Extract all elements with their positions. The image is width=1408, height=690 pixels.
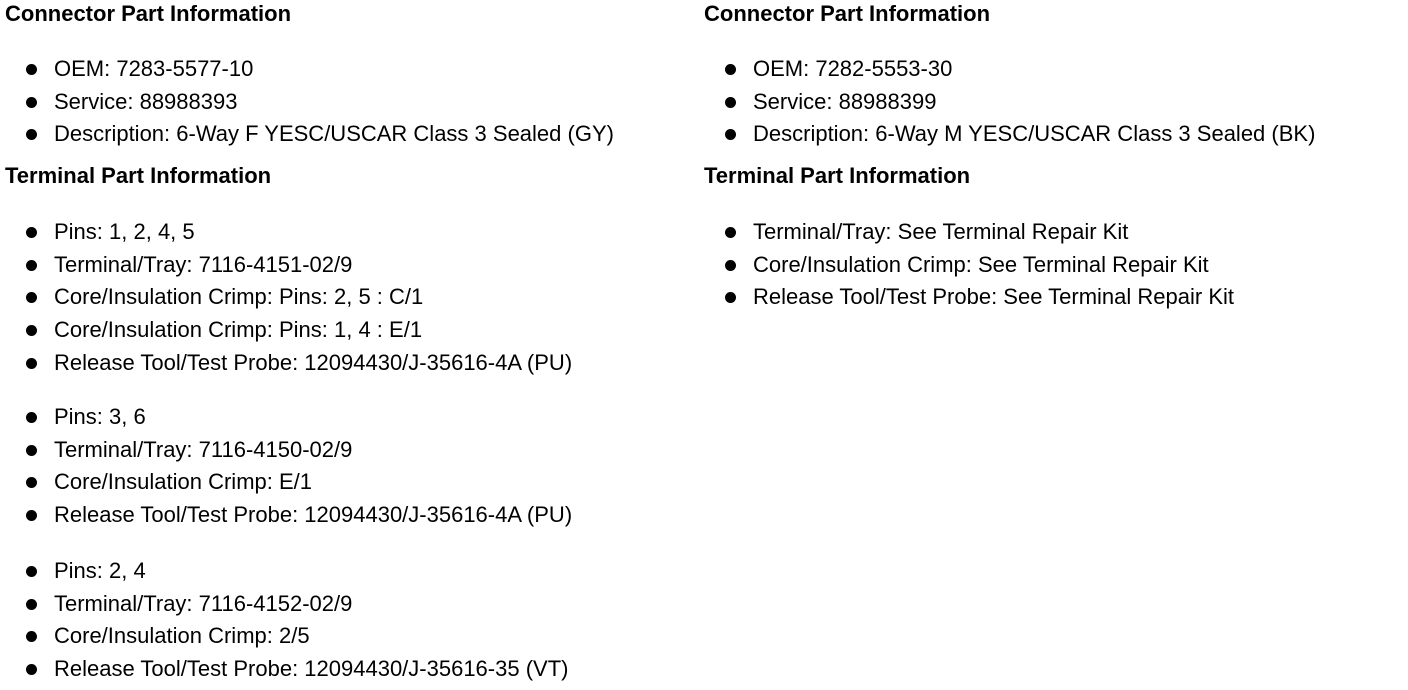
bullet-icon: [725, 227, 736, 238]
bullet-icon: [26, 260, 37, 271]
connector-heading: Connector Part Information: [704, 1, 991, 26]
list-item: [5, 216, 572, 249]
list-item: [5, 53, 614, 86]
terminal-group-3: [5, 555, 568, 686]
list-item-text: Terminal/Tray: 7116-4150-02/9: [54, 436, 353, 462]
list-item: [5, 401, 572, 434]
description-text: Description: 6-Way M YESC/USCAR Class 3 Sealed (BK): [753, 121, 1316, 147]
list-item-text: Core/Insulation Crimp: 2/5: [54, 623, 310, 649]
list-item: [704, 249, 1234, 282]
bullet-icon: [26, 510, 37, 521]
list-item-text: Release Tool/Test Probe: 12094430/J-35616-4A (PU): [54, 349, 573, 375]
bullet-icon: [26, 412, 37, 423]
list-item: [704, 281, 1234, 314]
oem-text: OEM: 7282-5553-30: [753, 56, 953, 81]
bullet-icon: [26, 631, 37, 642]
list-item-text: Core/Insulation Crimp: Pins: 1, 4 : E/1: [54, 317, 423, 343]
bullet-icon: [26, 358, 37, 369]
terminal-info-list: [704, 216, 1234, 314]
list-item: [5, 434, 572, 467]
service-text: Service: 88988393: [54, 88, 238, 114]
bullet-icon: [26, 97, 37, 108]
list-item-text: Terminal/Tray: 7116-4152-02/9: [54, 590, 353, 616]
list-item-text: Pins: 2, 4: [54, 558, 146, 583]
list-item: [704, 53, 1315, 86]
bullet-icon: [26, 227, 37, 238]
terminal-heading: Terminal Part Information: [5, 163, 272, 188]
description-text: Description: 6-Way F YESC/USCAR Class 3 Sealed (GY): [54, 121, 614, 147]
list-item: [5, 281, 572, 314]
bullet-icon: [725, 64, 736, 75]
list-item: [5, 620, 568, 653]
bullet-icon: [725, 260, 736, 271]
list-item: [5, 118, 614, 151]
list-item: [5, 314, 572, 347]
bullet-icon: [725, 129, 736, 140]
list-item-text: Release Tool/Test Probe: 12094430/J-35616-35 (VT): [54, 656, 569, 682]
list-item-text: Terminal/Tray: See Terminal Repair Kit: [753, 219, 1129, 244]
bullet-icon: [26, 566, 37, 577]
bullet-icon: [26, 325, 37, 336]
service-text: Service: 88988399: [753, 88, 937, 114]
list-item-text: Release Tool/Test Probe: 12094430/J-35616-4A (PU): [54, 502, 573, 528]
bullet-icon: [26, 445, 37, 456]
list-item-text: Pins: 1, 2, 4, 5: [54, 219, 195, 244]
list-item-text: Core/Insulation Crimp: E/1: [54, 469, 312, 495]
bullet-icon: [26, 292, 37, 303]
connector-info-list: [704, 53, 1315, 151]
list-item: [5, 588, 568, 621]
connector-info-list: [5, 53, 614, 151]
list-item-text: Pins: 3, 6: [54, 404, 146, 429]
bullet-icon: [26, 477, 37, 488]
list-item: [704, 86, 1315, 119]
list-item: [704, 118, 1315, 151]
list-item-text: Release Tool/Test Probe: See Terminal Repair Kit: [753, 284, 1234, 310]
bullet-icon: [26, 599, 37, 610]
bullet-icon: [26, 129, 37, 140]
bullet-icon: [26, 64, 37, 75]
terminal-group-1: [5, 216, 572, 379]
connector-heading: Connector Part Information: [5, 1, 292, 26]
terminal-group-2: [5, 401, 572, 532]
list-item-text: Core/Insulation Crimp: Pins: 2, 5 : C/1: [54, 284, 424, 310]
list-item: [5, 555, 568, 588]
bullet-icon: [725, 97, 736, 108]
list-item: [5, 499, 572, 532]
list-item: [704, 216, 1234, 249]
list-item: [5, 653, 568, 686]
terminal-heading: Terminal Part Information: [704, 163, 971, 188]
list-item: [5, 347, 572, 380]
list-item-text: Terminal/Tray: 7116-4151-02/9: [54, 251, 353, 277]
list-item: [5, 86, 614, 119]
bullet-icon: [26, 664, 37, 675]
list-item-text: Core/Insulation Crimp: See Terminal Repair Kit: [753, 251, 1209, 277]
list-item: [5, 466, 572, 499]
list-item: [5, 249, 572, 282]
oem-text: OEM: 7283-5577-10: [54, 56, 254, 81]
bullet-icon: [725, 292, 736, 303]
